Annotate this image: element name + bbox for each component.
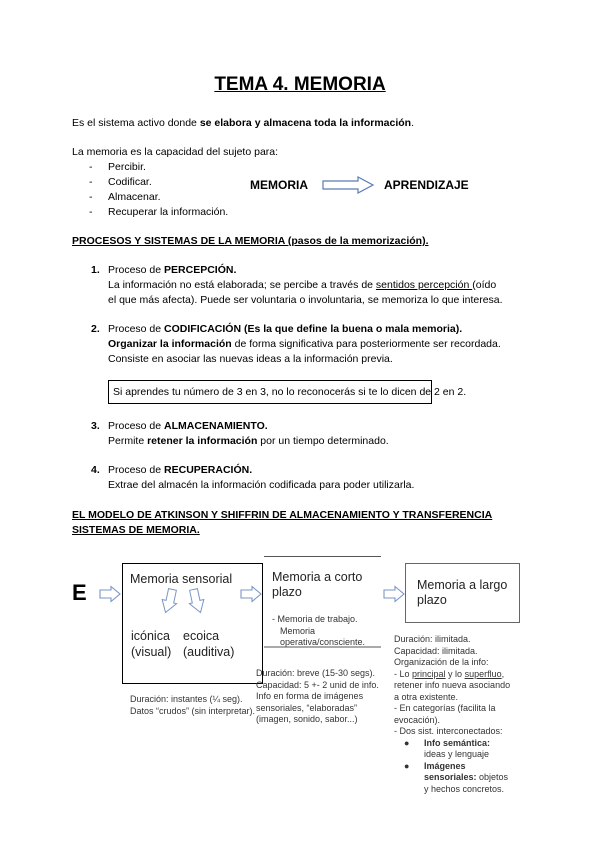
long-term-memory-title	[417, 578, 507, 608]
section-heading-model: EL MODELO DE ATKINSON Y SHIFFRIN DE ALMACENAMIENTO Y TRANSFERENCIA	[72, 509, 493, 521]
note-line: Duración: ilimitada.	[394, 634, 471, 644]
step-prefix: Proceso de	[108, 323, 165, 335]
step-bold-text: Organizar la información	[108, 338, 232, 350]
note-line: Duración: breve (15-30 segs).	[256, 668, 376, 678]
step-name: ALMACENAMIENTO.	[164, 420, 268, 432]
list-bullet: -	[89, 206, 93, 218]
step-prefix: Proceso de	[108, 464, 165, 476]
step-description: Consiste en asociar las nuevas ideas a la información previa.	[108, 353, 393, 365]
section-heading-model-l2: SISTEMAS DE MEMORIA.	[72, 524, 200, 536]
note-line: Duración: instantes (¼ seg).	[130, 694, 243, 704]
list-item	[394, 738, 510, 750]
step-description	[108, 337, 501, 352]
step-description: Extrae del almacén la información codificada para poder utilizarla.	[108, 479, 415, 491]
arrow-down-left-icon	[160, 588, 178, 614]
memory-label: MEMORIA	[250, 178, 308, 192]
intro-text: Es el sistema activo donde	[72, 117, 200, 129]
step-bold-text: retener la información	[147, 435, 258, 447]
iconic-memory	[131, 628, 171, 660]
step-number: 4.	[91, 464, 100, 476]
short-term-notes	[256, 668, 379, 726]
list-item	[394, 761, 510, 773]
arrow-to-short-term-icon	[240, 586, 262, 602]
step-name: RECUPERACIÓN.	[164, 464, 253, 476]
bold-text: Imágenes	[424, 760, 466, 771]
step-description	[108, 278, 496, 293]
bullet-icon: ●	[404, 737, 410, 748]
intro-definition	[72, 116, 414, 131]
title-line: Memoria a corto	[272, 570, 363, 584]
note-line: Organización de la info:	[394, 657, 489, 667]
list-bullet: -	[89, 191, 93, 203]
text: y lo	[445, 668, 465, 679]
note-line: - Dos sist. interconectados:	[394, 726, 503, 736]
text: ,	[501, 668, 505, 679]
step-number: 2.	[91, 323, 100, 335]
example-box: Si aprendes tu número de 3 en 3, no lo reconocerás si te lo dicen de 2 en 2.	[108, 380, 432, 404]
intro-text-end: .	[411, 117, 414, 129]
step-prefix: Proceso de	[108, 264, 165, 276]
bold-text: Info semántica:	[424, 737, 491, 748]
underlined-text: superfluo	[464, 668, 502, 679]
note-line: retener info nueva asociando	[394, 680, 511, 690]
step-text: por un tiempo determinado.	[257, 435, 389, 447]
echoic-label: ecoica	[183, 629, 220, 643]
echoic-sublabel: (auditiva)	[183, 645, 235, 659]
long-term-notes	[394, 634, 510, 795]
step-number: 3.	[91, 420, 100, 432]
list-item: Codificar.	[108, 176, 152, 188]
step-description: el que más afecta). Puede ser voluntaria o involuntaria, se memoriza lo que interesa.	[108, 294, 503, 306]
note-line	[394, 669, 510, 681]
note-line: y hechos concretos.	[424, 783, 505, 794]
iconic-label: icónica	[131, 629, 170, 643]
note-line: Datos “crudos” (sin interpretar).	[130, 705, 256, 716]
memory-learning-arrow	[322, 176, 374, 194]
list-bullet: -	[89, 176, 93, 188]
arrow-to-long-term-icon	[383, 586, 405, 602]
bullet-icon: ●	[404, 760, 410, 771]
note-line: ideas y lenguaje	[424, 749, 490, 759]
sensory-memory-title: Memoria sensorial	[130, 572, 233, 586]
step-text: La información no está elaborada; se percibe a través de	[108, 279, 376, 291]
echoic-memory	[183, 628, 234, 660]
iconic-sublabel: (visual)	[131, 645, 172, 659]
input-label-e: E	[72, 580, 87, 605]
note-line: operativa/consciente.	[280, 637, 366, 647]
step-text: Permite	[108, 435, 148, 447]
page-title: TEMA 4. MEMORIA	[214, 74, 386, 95]
intro-bold-text: se elabora y almacena toda la información	[199, 117, 412, 129]
note-line: sensoriales, “elaboradas”	[256, 702, 358, 713]
list-item: Almacenar.	[108, 191, 161, 203]
note-line: evocación).	[394, 714, 441, 725]
section-heading-processes: PROCESOS Y SISTEMAS DE LA MEMORIA (pasos de la memorización).	[72, 235, 429, 247]
step-title	[108, 463, 252, 478]
note-line: (imagen, sonido, sabor...)	[256, 714, 358, 724]
step-number: 1.	[91, 264, 100, 276]
input-arrow-icon	[99, 586, 121, 602]
title-line: Memoria a largo	[417, 578, 508, 592]
note-line: - En categorías (facilita la	[394, 703, 496, 713]
step-text: (oído	[472, 279, 497, 291]
step-title	[108, 263, 236, 278]
intro-capacity-text: La memoria es la capacidad del sujeto para:	[72, 146, 279, 158]
step-underlined-text: sentidos percepción	[375, 279, 473, 291]
step-prefix: Proceso de	[108, 420, 165, 432]
short-term-memory-title	[272, 570, 362, 600]
underlined-text: principal	[412, 668, 446, 679]
title-line: plazo	[272, 585, 302, 599]
step-text: de forma significativa para posteriormente ser recordada.	[231, 338, 501, 350]
title-line: plazo	[417, 593, 447, 607]
note-line: Info en forma de imágenes	[256, 691, 364, 701]
step-description	[108, 434, 389, 449]
note-line	[394, 772, 510, 784]
list-bullet: -	[89, 161, 93, 173]
note-line: Capacidad: 5 +- 2 unid de info.	[256, 679, 379, 690]
text: - Lo	[394, 668, 413, 679]
note-line: a otra existente.	[394, 691, 459, 702]
note-line: - Memoria de trabajo.	[272, 614, 358, 624]
short-term-sub	[272, 614, 365, 649]
note-line: Memoria	[280, 625, 316, 636]
learning-label: APRENDIZAJE	[384, 178, 469, 192]
step-title	[108, 419, 268, 434]
step-name: PERCEPCIÓN.	[164, 264, 237, 276]
arrow-down-right-icon	[188, 588, 206, 614]
list-item: Recuperar la información.	[108, 206, 229, 218]
step-name: CODIFICACIÓN (Es la que define la buena o mala memoria).	[164, 323, 463, 335]
list-item: Percibir.	[108, 161, 146, 173]
note-line: Capacidad: ilimitada.	[394, 645, 478, 656]
bold-text: sensoriales:	[424, 772, 477, 782]
step-title	[108, 322, 462, 337]
text: objetos	[476, 772, 509, 782]
sensory-notes	[130, 694, 255, 717]
